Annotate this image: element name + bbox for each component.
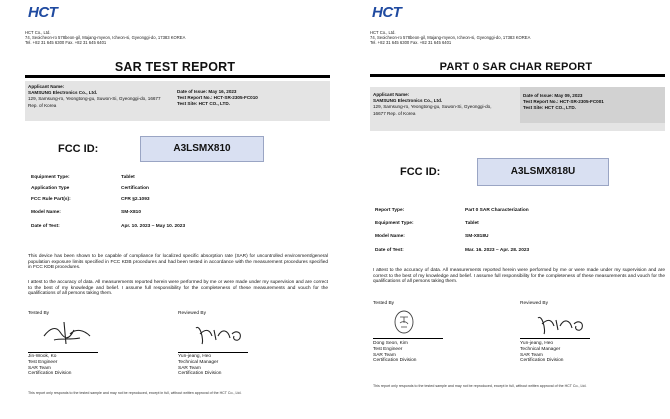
reviewer-name: Yun-jeang, Heo (520, 341, 554, 346)
fcc-id-label: FCC ID: (58, 143, 99, 155)
applicant-info-box (370, 87, 665, 131)
reviewer-block (178, 354, 221, 377)
reviewer-team: SAR Team (520, 352, 543, 358)
applicant-name: SAMSUNG Electronics Co., Ltd. (373, 98, 443, 104)
fcc-id-label: FCC ID: (400, 166, 441, 178)
reviewer-role: Technical Manager (520, 346, 561, 352)
reviewer-signature-line (520, 338, 590, 339)
reviewer-role: Technical Manager (178, 359, 219, 365)
address-line: 74, Seoicheon-ro 578beon-gil, Majang-myeon, Icheon-si, Gyeonggi-do, 17383 KOREA (370, 35, 531, 40)
date-of-issue: Date of Issue: May 09, 2023 (523, 93, 583, 98)
reviewer-signature (190, 320, 250, 348)
tested-by-label: Tested By (28, 311, 50, 316)
title-rule (370, 74, 665, 77)
compliance-statement: This device has been shown to be capable of compliance for localized specific absorption rate (SAR) for uncontrolled environment/general population exposure limits specified in FCC KDB procedures and had been tested in accordance with the measurement procedures specified in FCC KDB procedures. (28, 254, 328, 271)
title-rule (25, 75, 330, 78)
reviewed-by-label: Reviewed By (520, 301, 548, 306)
fcc-id-value: A3LSMX810 (140, 136, 264, 162)
applicant-country: Rep. of Korea (28, 102, 57, 108)
company-name: HCT Co., Ltd. (25, 30, 51, 35)
address-line: 74, Seoicheon-ro 578beon-gil, Majang-myeon, Icheon-si, Gyeonggi-do, 17383 KOREA (25, 35, 186, 40)
page-footer: This report only responds to the tested sample and may not be reproduced, except in full, without written approval of the HCT Co., Ltd. (28, 391, 242, 395)
tester-team: SAR Team (373, 352, 396, 358)
attestation-statement: I attest to the accuracy of data. All measurements reported herein were performed by me or were made under my supervision and are correct to the best of my knowledge and belief. I assume full responsibility for the completeness of these measurements and vouch for the qualifications of all persons taking them. (373, 268, 665, 285)
tester-signature (40, 318, 96, 348)
hct-logo: HCT (372, 4, 402, 21)
report-number: Test Report No.: HCT-SR-2305-FC001 (523, 99, 604, 105)
field-value: CFR §2.1093 (121, 197, 150, 202)
field-value: Tablet (121, 175, 135, 180)
reviewer-division: Certification Division (178, 371, 222, 377)
report-title: PART 0 SAR CHAR REPORT (439, 61, 593, 73)
tester-stamp (392, 309, 416, 335)
date-of-issue: Date of Issue: May 16, 2023 (177, 89, 237, 94)
field-value: Tablet (465, 221, 479, 226)
report-title: SAR TEST REPORT (114, 60, 236, 74)
company-address (25, 30, 185, 45)
reviewed-by-label: Reviewed By (178, 311, 206, 316)
applicant-address: 129, Samsung-ro, Yeongtong-gu, Suwon-Si, Gyeonggi-do, 16677 (28, 96, 161, 102)
field-label: FCC Rule Part(s): (31, 197, 71, 202)
applicant-name: SAMSUNG Electronics Co., Ltd. (28, 90, 98, 96)
applicant-info-box (25, 81, 330, 121)
field-value: Part 0 SAR Characterization (465, 208, 529, 213)
field-value: Certification (121, 186, 149, 191)
tester-division: Certification Division (373, 358, 417, 364)
applicant-label: Applicant Name: (373, 92, 410, 97)
page-footer: This report only responds to the tested sample and may not be reproduced, except in full, without written approval of the HCT Co., Ltd. (373, 384, 587, 388)
equipment-fields (375, 208, 665, 258)
applicant-country: 16677 Rep. of Korea (373, 110, 416, 116)
field-value: SM-X810 (121, 210, 141, 215)
applicant-label: Applicant Name: (28, 84, 65, 89)
tester-role: Test Engineer (373, 346, 403, 352)
part0-sar-char-report-page (342, 0, 670, 419)
phone-fax: Tel. +82 31 645 6300 Fax. +82 31 645 6401 (25, 40, 107, 45)
field-label: Equipment Type: (31, 175, 70, 180)
report-number: Test Report No.: HCT-SR-2305-FC010 (177, 95, 258, 101)
field-label: Model Name: (375, 234, 405, 239)
reviewer-block (520, 341, 563, 364)
applicant-address: 129, Samsung-ro, Yeongtong-gu, Suwon-Si, Gyeonggi-do, (373, 104, 492, 110)
reviewer-name: Yun-jeang, Heo (178, 354, 212, 359)
field-label: Application Type (31, 186, 70, 191)
tester-block (28, 354, 71, 377)
field-label: Model Name: (31, 210, 61, 215)
test-site: Test Site: HCT CO., LTD. (523, 105, 576, 111)
fcc-id-value: A3LSMX818U (477, 158, 609, 186)
company-name: HCT Co., Ltd. (370, 30, 396, 35)
attestation-statement: I attest to the accuracy of data. All measurements reported herein were performed by me or were made under my supervision and are correct to the best of my knowledge and belief. I assume full responsibility for the completeness of these measurements and vouch for the qualifications of all persons taking them. (28, 280, 328, 297)
hct-logo: HCT (28, 4, 58, 21)
tester-name: Jin-Wook, Ko (28, 354, 57, 359)
field-label: Report Type: (375, 208, 405, 213)
tester-name: Dong Seon, Kim (373, 341, 408, 346)
tester-block (373, 341, 416, 364)
field-label: Equipment Type: (375, 221, 414, 226)
tester-signature-line (28, 352, 98, 353)
sar-test-report-page (0, 0, 332, 419)
tester-division: Certification Division (28, 371, 72, 377)
field-value: Apr. 10. 2023 ~ May 10. 2023 (121, 224, 186, 229)
tester-role: Test Engineer (28, 359, 58, 365)
test-site: Test Site: HCT CO., LTD. (177, 101, 230, 107)
reviewer-signature (532, 310, 592, 336)
company-address (370, 30, 530, 45)
phone-fax: Tel. +82 31 645 6300 Fax. +82 31 645 6401 (370, 40, 452, 45)
reviewer-team: SAR Team (178, 365, 201, 371)
tester-signature-line (373, 338, 443, 339)
field-value: Mar. 16. 2023 ~ Apr. 28. 2023 (465, 248, 530, 253)
field-value: SM-X818U (465, 234, 489, 239)
field-label: Date of Test: (31, 224, 60, 229)
reviewer-signature-line (178, 352, 248, 353)
tested-by-label: Tested By (373, 301, 395, 306)
field-label: Date of Test: (375, 248, 404, 253)
tester-team: SAR Team (28, 365, 51, 371)
reviewer-division: Certification Division (520, 358, 564, 364)
equipment-fields (31, 175, 321, 235)
